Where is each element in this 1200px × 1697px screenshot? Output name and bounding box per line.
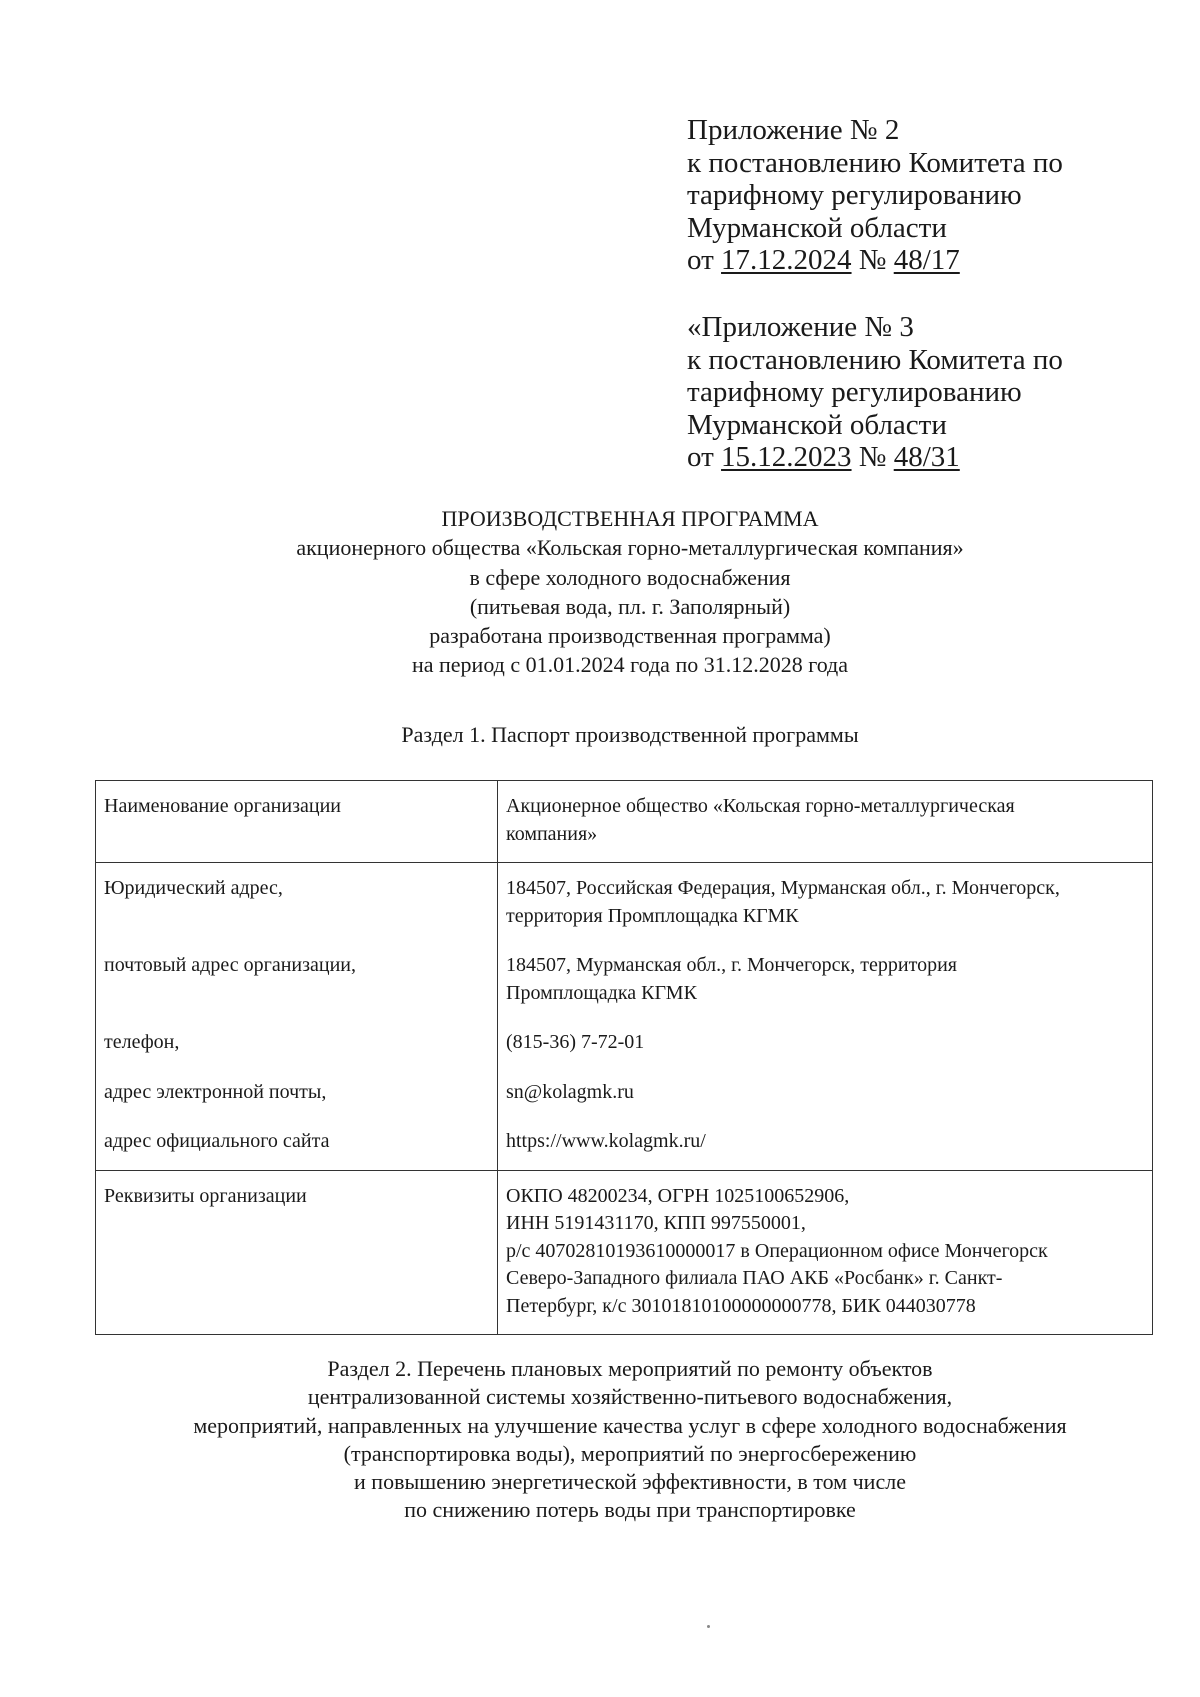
org-name-label: Наименование организации <box>104 795 341 817</box>
table-cell-value <box>498 1170 1153 1335</box>
email-label: адрес электронной почты, <box>104 1080 327 1103</box>
program-period: на период с 01.01.2024 года по 31.12.2028 года <box>411 652 849 678</box>
requisites-value: Северо-Западного филиала ПАО АКБ «Росбанк» г. Санкт- <box>506 1267 1003 1289</box>
appendix-line: к постановлению Комитета по <box>687 146 1063 179</box>
appendix-line: тарифному регулированию <box>687 179 1022 211</box>
program-subtitle: в сфере холодного водоснабжения <box>469 564 791 590</box>
table-cell-label <box>96 781 498 863</box>
email-value: sn@kolagmk.ru <box>506 1080 634 1103</box>
section-heading: (транспортировка воды), мероприятий по энергосбережению <box>343 1440 917 1466</box>
table-cell-value <box>498 781 1153 863</box>
number-prefix: № <box>851 441 894 473</box>
appendix-line: к постановлению Комитета по <box>687 343 1063 376</box>
postal-address-value: Промплощадка КГМК <box>506 981 697 1004</box>
requisites-value: ИНН 5191431170, КПП 997550001, <box>506 1212 806 1234</box>
section-heading: Раздел 2. Перечень плановых мероприятий по ремонту объектов <box>327 1356 933 1381</box>
number-prefix: № <box>851 244 894 276</box>
passport-table <box>95 780 1153 1335</box>
website-value: https://www.kolagmk.ru/ <box>506 1130 706 1152</box>
legal-address-label: Юридический адрес, <box>104 877 283 899</box>
program-title <box>80 504 1180 680</box>
section-heading: мероприятий, направленных на улучшение качества услуг в сфере холодного водоснабжения <box>193 1412 1067 1438</box>
appendix-title: «Приложение № 3 <box>687 311 914 343</box>
table-cell-value <box>498 863 1153 1171</box>
scan-speck <box>707 1625 710 1628</box>
appendix-line: Мурманской области <box>687 211 947 244</box>
resolution-number: 48/17 <box>893 244 960 276</box>
requisites-value: ОКПО 48200234, ОГРН 1025100652906, <box>506 1184 850 1207</box>
section-heading: централизованной системы хозяйственно-питьевого водоснабжения, <box>307 1384 953 1410</box>
resolution-number: 48/31 <box>893 441 960 473</box>
org-name-value: компания» <box>506 822 598 845</box>
program-heading: ПРОИЗВОДСТВЕННАЯ ПРОГРАММА <box>441 506 819 531</box>
date-prefix: от <box>687 441 722 473</box>
date-prefix: от <box>687 244 722 276</box>
table-row <box>96 781 1153 863</box>
section-1-heading <box>80 720 1180 749</box>
program-subtitle: акционерного общества «Кольская горно-металлургическая компания» <box>296 535 964 561</box>
resolution-date: 15.12.2023 <box>721 441 852 473</box>
website-label: адрес официального сайта <box>104 1130 330 1152</box>
appendix-line: Мурманской области <box>687 408 947 441</box>
table-cell-label <box>96 863 498 1171</box>
program-subtitle: (питьевая вода, пл. г. Заполярный) <box>469 593 791 619</box>
org-name-value: Акционерное общество «Кольская горно-металлургическая <box>506 795 1015 817</box>
table-cell-label <box>96 1170 498 1335</box>
legal-address-value: территория Промплощадка КГМК <box>506 904 799 927</box>
requisites-value: р/с 40702810193610000017 в Операционном офисе Мончегорск <box>506 1239 1048 1262</box>
appendix-3-header <box>687 311 1127 474</box>
section-heading: Раздел 1. Паспорт производственной программы <box>401 722 859 747</box>
phone-value: (815-36) 7-72-01 <box>506 1031 645 1053</box>
postal-address-value: 184507, Мурманская обл., г. Мончегорск, территория <box>506 954 957 976</box>
table-row <box>96 863 1153 1171</box>
appendix-2-header <box>687 114 1127 277</box>
appendix-date-line <box>687 441 1127 474</box>
program-subtitle: разработана производственная программа) <box>429 623 831 649</box>
requisites-label: Реквизиты организации <box>104 1184 307 1207</box>
section-2-heading <box>80 1355 1180 1525</box>
appendix-date-line <box>687 244 1127 277</box>
table-row <box>96 1170 1153 1335</box>
phone-label: телефон, <box>104 1031 180 1053</box>
legal-address-value: 184507, Российская Федерация, Мурманская обл., г. Мончегорск, <box>506 877 1060 899</box>
postal-address-label: почтовый адрес организации, <box>104 954 356 976</box>
section-heading: по снижению потерь воды при транспортировке <box>404 1497 856 1523</box>
section-heading: и повышению энергетической эффективности, в том числе <box>354 1469 906 1495</box>
appendix-line: тарифному регулированию <box>687 376 1022 408</box>
requisites-value: Петербург, к/с 30101810100000000778, БИК 044030778 <box>506 1294 976 1317</box>
resolution-date: 17.12.2024 <box>721 244 852 276</box>
appendix-title: Приложение № 2 <box>687 114 900 146</box>
